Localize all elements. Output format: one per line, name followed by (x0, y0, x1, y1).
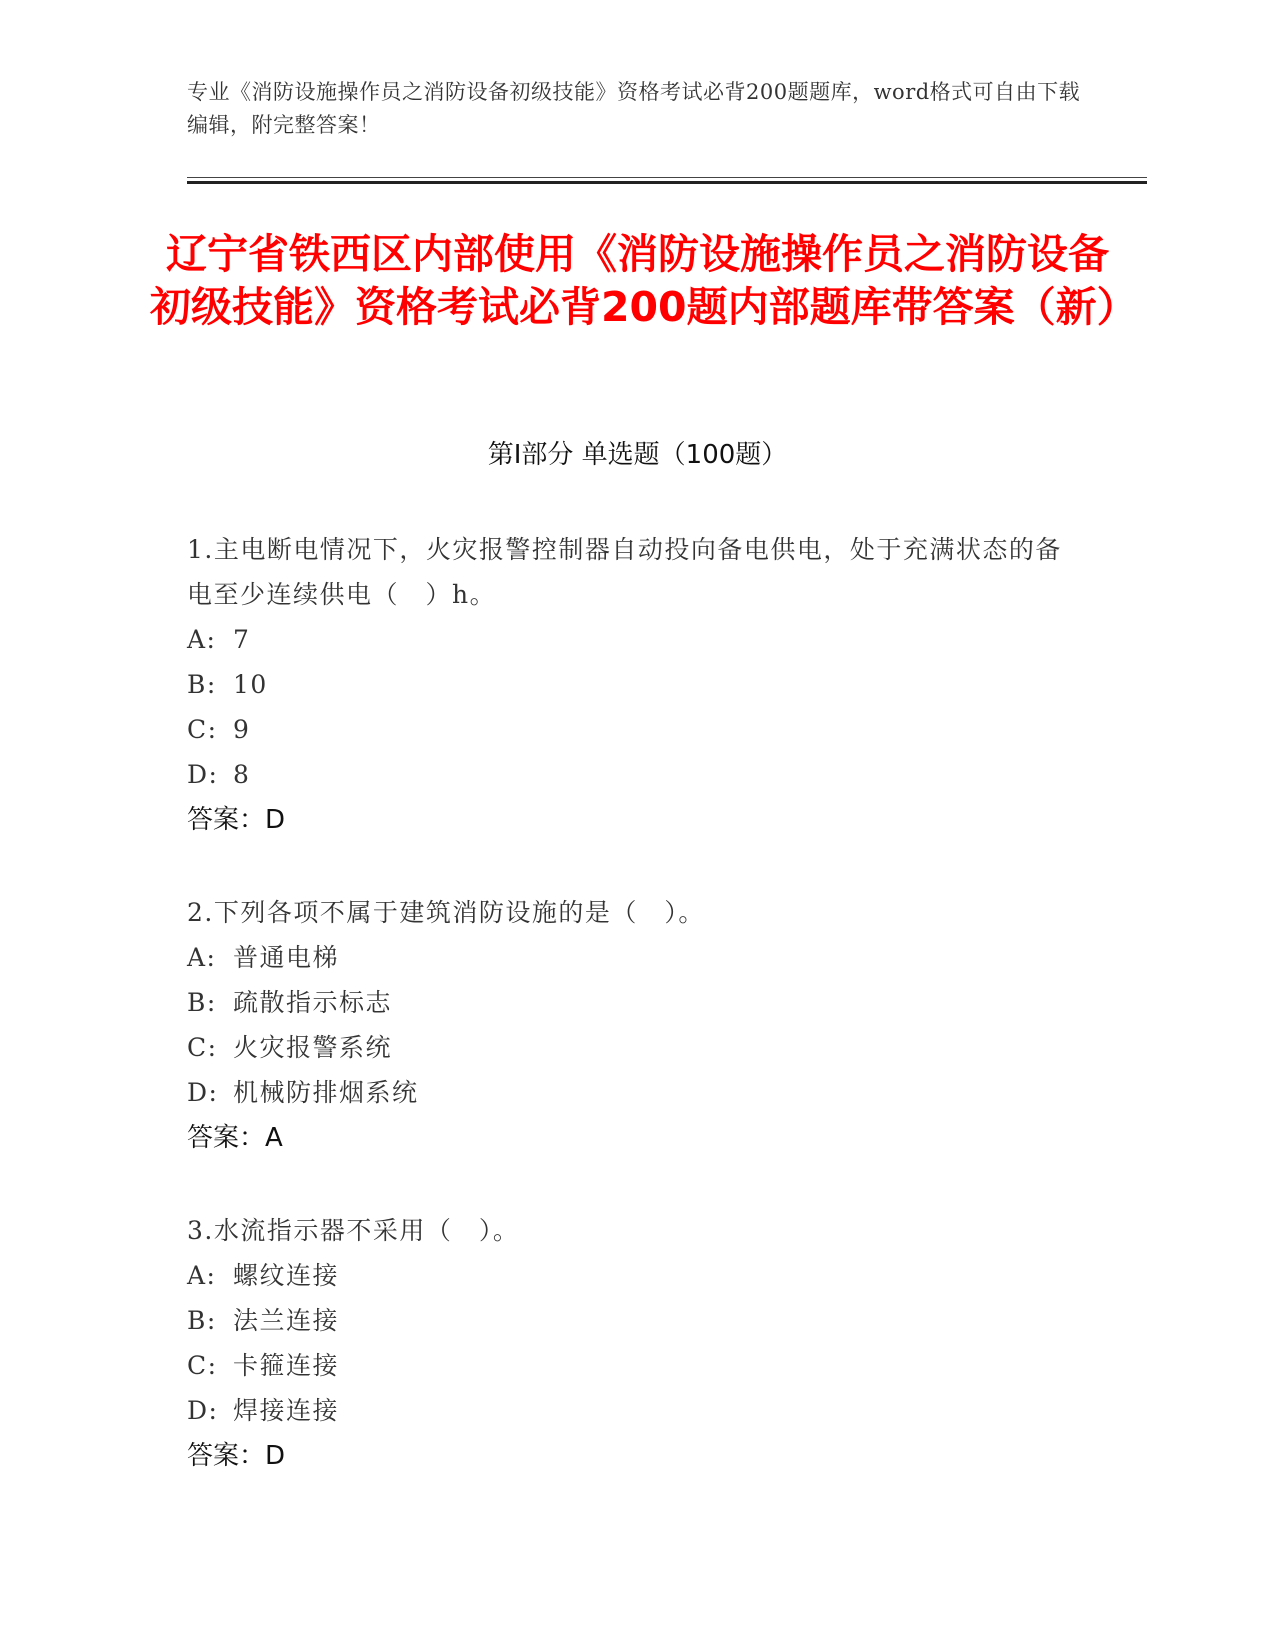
question-3 (187, 1208, 1067, 1479)
option-letter: A: (187, 1261, 217, 1290)
option-a (187, 1253, 1067, 1298)
option-text: 机械防排烟系统 (233, 1078, 419, 1107)
header-divider-thick (187, 181, 1147, 184)
option-a (187, 617, 1067, 662)
option-letter: C: (187, 715, 218, 744)
option-letter: B: (187, 988, 217, 1017)
option-d (187, 1388, 1067, 1433)
option-d (187, 752, 1067, 797)
option-text: 火灾报警系统 (233, 1033, 393, 1062)
option-letter: B: (187, 670, 217, 699)
option-letter: D: (187, 1078, 219, 1107)
option-text: 8 (233, 760, 251, 789)
answer-line: 答案：D (187, 805, 286, 835)
option-text: 疏散指示标志 (233, 988, 393, 1017)
answer-line: 答案：A (187, 1123, 283, 1153)
option-text: 普通电梯 (233, 943, 340, 972)
option-text: 法兰连接 (233, 1306, 340, 1335)
option-letter: A: (187, 625, 217, 654)
question-stem: 3.水流指示器不采用（ ）。 (187, 1216, 520, 1245)
option-letter: D: (187, 1396, 219, 1425)
option-c (187, 1343, 1067, 1388)
question-2 (187, 890, 1067, 1161)
option-c (187, 707, 1067, 752)
option-letter: D: (187, 760, 219, 789)
answer-line: 答案：D (187, 1441, 286, 1471)
option-text: 7 (233, 625, 251, 654)
header-divider-thin (187, 177, 1147, 178)
option-a (187, 935, 1067, 980)
option-d (187, 1070, 1067, 1115)
option-text: 10 (233, 670, 268, 699)
question-stem: 1.主电断电情况下，火灾报警控制器自动投向备电供电，处于充满状态的备电至少连续供电（ ）h。 (187, 535, 1062, 609)
option-b (187, 662, 1067, 707)
option-letter: C: (187, 1351, 218, 1380)
option-letter: C: (187, 1033, 218, 1062)
header-note: 专业《消防设施操作员之消防设备初级技能》资格考试必背200题题库，word格式可自由下载编辑，附完整答案！ (187, 80, 1081, 137)
option-c (187, 1025, 1067, 1070)
section-title: 第Ⅰ部分 单选题（100题） (487, 440, 788, 470)
option-b (187, 980, 1067, 1025)
question-list (187, 527, 1067, 1526)
option-letter: A: (187, 943, 217, 972)
option-text: 焊接连接 (233, 1396, 340, 1425)
document-title: 辽宁省铁西区内部使用《消防设施操作员之消防设备初级技能》资格考试必背200题内部题库带答案（新） (150, 230, 1138, 331)
option-text: 9 (233, 715, 251, 744)
option-b (187, 1298, 1067, 1343)
question-1 (187, 527, 1067, 843)
option-letter: B: (187, 1306, 217, 1335)
option-text: 螺纹连接 (233, 1261, 340, 1290)
option-text: 卡箍连接 (233, 1351, 340, 1380)
question-stem: 2.下列各项不属于建筑消防设施的是（ ）。 (187, 898, 705, 927)
